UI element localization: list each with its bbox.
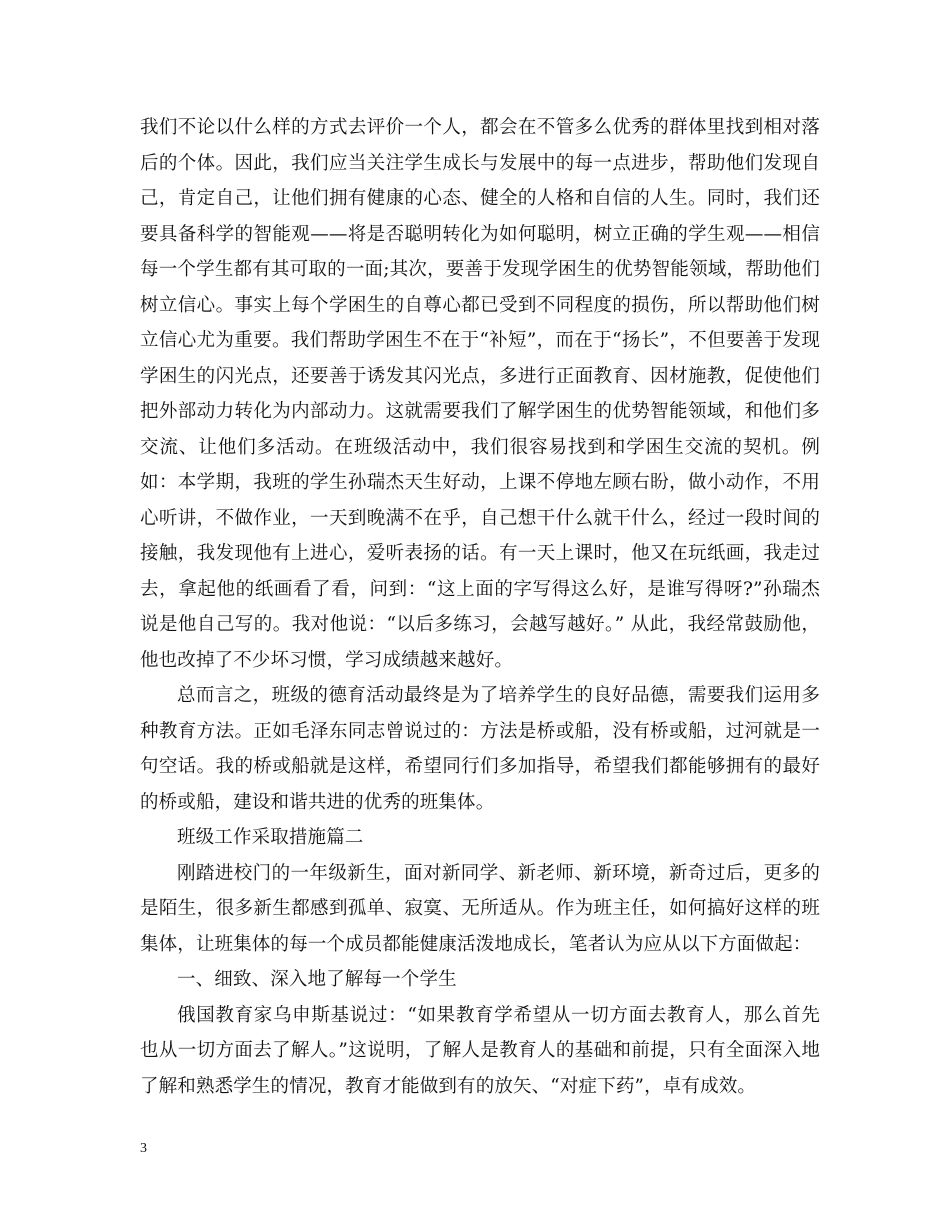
subsection-heading: 一、细致、深入地了解每一个学生 [177, 969, 457, 990]
paragraph-2: 总而言之，班级的德育活动最终是为了培养学生的良好品德，需要我们运用多种教育方法。正如毛泽东同志曾说过的：方法是桥或船，没有桥或船，过河就是一句空话。我的桥或船就是这样，希望同行们多加指导，希望我们都能够拥有的最好的桥或船，建设和谐共进的优秀的班集体。 [140, 685, 820, 813]
paragraph-1: 我们不论以什么样的方式去评价一个人，都会在不管多么优秀的群体里找到相对落后的个体。因此，我们应当关注学生成长与发展中的每一点进步，帮助他们发现自己，肯定自己，让他们拥有健康的心态、健全的人格和自信的人生。同时，我们还要具备科学的智能观——将是否聪明转化为如何聪明，树立正确的学生观——相信每一个学生都有其可取的一面;其次，要善于发现学困生的优势智能领域，帮助他们树立信心。事实上每个学困生的自尊心都已受到不同程度的损伤，所以帮助他们树立信心尤为重要。我们帮助学困生不在于“补短”，而在于“扬长”，不但要善于发现学困生的闪光点，还要善于诱发其闪光点，多进行正面教育、因材施教，促使他们把外部动力转化为内部动力。这就需要我们了解学困生的优势智能领域，和他们多交流、让他们多活动。在班级活动中，我们很容易找到和学困生交流的契机。例如：本学期，我班的学生孙瑞杰天生好动，上课不停地左顾右盼，做小动作，不用心听讲，不做作业，一天到晚满不在乎，自己想干什么就干什么，经过一段时间的接触，我发现他有上进心，爱听表扬的话。有一天上课时，他又在玩纸画，我走过去，拿起他的纸画看了看，问到：“这上面的字写得这么好，是谁写得呀?”孙瑞杰说是他自己写的。我对他说：“以后多练习，会越写越好。” 从此，我经常鼓励他，他也改掉了不少坏习惯，学习成绩越来越好。 [140, 117, 820, 671]
section-heading: 班级工作采取措施篇二 [177, 827, 364, 848]
paragraph-4: 俄国教育家乌申斯基说过：“如果教育学希望从一切方面去教育人，那么首先也从一切方面去了解人。”这说明，了解人是教育人的基础和前提，只有全面深入地了解和熟悉学生的情况，教育才能做到有的放矢、“对症下药”，卓有成效。 [140, 1004, 820, 1097]
paragraph-3: 刚踏进校门的一年级新生，面对新同学、新老师、新环境，新奇过后，更多的是陌生，很多新生都感到孤单、寂寞、无所适从。作为班主任，如何搞好这样的班集体，让班集体的每一个成员都能健康活泼地成长，笔者认为应从以下方面做起： [140, 862, 820, 955]
document-body [140, 110, 820, 1104]
page-number: 3 [140, 1141, 147, 1156]
